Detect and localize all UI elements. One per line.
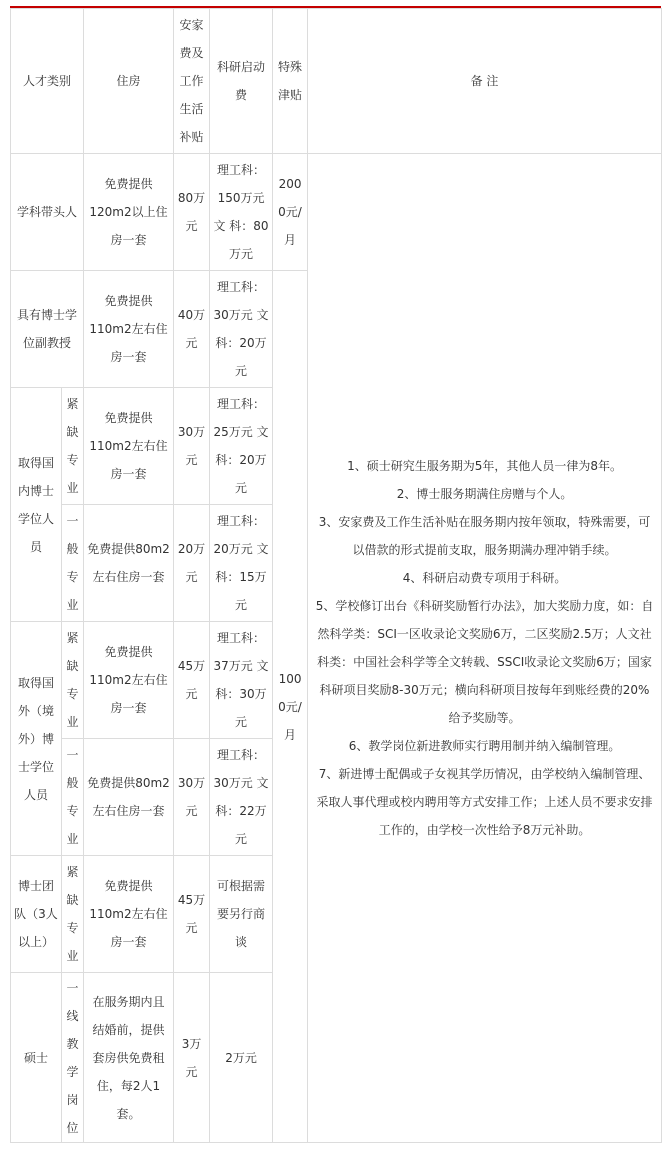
research-cell: 理工科：30万元 文 科：22万元 <box>210 739 273 856</box>
settle-cell: 45万元 <box>174 856 210 973</box>
settle-cell: 20万元 <box>174 505 210 622</box>
housing-cell: 免费提供80m2左右住房一套 <box>84 739 174 856</box>
subcategory-cell: 紧缺专业 <box>62 388 84 505</box>
note-item: 5、学校修订出台《科研奖励暂行办法》，加大奖励力度，如：自然科学类：SCI一区收录论文奖励6万，二区奖励2.5万；人文社科类：中国社会科学等全文转载、SSCI收录论文奖励6万；国家科研项目奖励8-30万元；横向科研项目按每年到账经费的20%给予奖励等。 <box>315 599 654 725</box>
research-cell: 理工科：25万元 文 科：20万元 <box>210 388 273 505</box>
subcategory-cell: 一般专业 <box>62 505 84 622</box>
housing-cell: 免费提供110m2左右住房一套 <box>84 622 174 739</box>
table-row <box>11 154 662 271</box>
settle-cell: 40万元 <box>174 271 210 388</box>
subcategory-cell: 紧缺专业 <box>62 622 84 739</box>
header-housing: 住房 <box>84 9 174 154</box>
subcategory-cell: 一般专业 <box>62 739 84 856</box>
note-item: 3、安家费及工作生活补贴在服务期内按年领取，特殊需要，可以借款的形式提前支取，服务期满办理冲销手续。 <box>318 515 651 557</box>
research-cell: 理工科：30万元 文 科：20万元 <box>210 271 273 388</box>
housing-cell: 免费提供120m2以上住房一套 <box>84 154 174 271</box>
housing-cell: 免费提供110m2左右住房一套 <box>84 271 174 388</box>
subcategory-cell: 紧缺专业 <box>62 856 84 973</box>
header-remarks: 备 注 <box>308 9 662 154</box>
category-cell: 具有博士学位副教授 <box>11 271 84 388</box>
housing-cell: 免费提供80m2左右住房一套 <box>84 505 174 622</box>
allowance-cell: 2000元/月 <box>273 154 308 271</box>
notes-cell <box>308 154 662 1143</box>
header-settle: 安家费及工作生活补贴 <box>174 9 210 154</box>
header-row <box>11 9 662 154</box>
note-item: 7、新进博士配偶或子女视其学历情况，由学校纳入编制管理、采取人事代理或校内聘用等方式安排工作；上述人员不要求安排工作的，由学校一次性给予8万元补助。 <box>316 767 653 837</box>
header-allowance: 特殊津贴 <box>273 9 308 154</box>
settle-cell: 80万元 <box>174 154 210 271</box>
category-group-cell: 取得国内博士学位人员 <box>11 388 62 622</box>
category-cell: 学科带头人 <box>11 154 84 271</box>
category-group-cell: 取得国外（境外）博士学位人员 <box>11 622 62 856</box>
settle-cell: 45万元 <box>174 622 210 739</box>
housing-cell: 免费提供110m2左右住房一套 <box>84 388 174 505</box>
research-cell: 理工科：20万元 文 科：15万元 <box>210 505 273 622</box>
talent-policy-table <box>10 8 662 1143</box>
note-item: 2、博士服务期满住房赠与个人。 <box>396 487 573 501</box>
note-item: 1、硕士研究生服务期为5年，其他人员一律为8年。 <box>347 459 622 473</box>
header-research: 科研启动费 <box>210 9 273 154</box>
note-item: 6、教学岗位新进教师实行聘用制并纳入编制管理。 <box>348 739 621 753</box>
housing-cell: 在服务期内且结婚前，提供套房供免费租住，每2人1套。 <box>84 973 174 1143</box>
settle-cell: 30万元 <box>174 739 210 856</box>
settle-cell: 3万元 <box>174 973 210 1143</box>
allowance-cell: 1000元/月 <box>273 271 308 1143</box>
research-cell: 可根据需要另行商谈 <box>210 856 273 973</box>
research-cell: 理工科：150万元 文 科：80万元 <box>210 154 273 271</box>
note-item: 4、科研启动费专项用于科研。 <box>402 571 567 585</box>
header-category: 人才类别 <box>11 9 84 154</box>
research-cell: 理工科：37万元 文 科：30万元 <box>210 622 273 739</box>
category-group-cell: 硕士 <box>11 973 62 1143</box>
category-group-cell: 博士团队（3人以上） <box>11 856 62 973</box>
housing-cell: 免费提供110m2左右住房一套 <box>84 856 174 973</box>
settle-cell: 30万元 <box>174 388 210 505</box>
research-cell: 2万元 <box>210 973 273 1143</box>
subcategory-cell: 一线教学岗位 <box>62 973 84 1143</box>
